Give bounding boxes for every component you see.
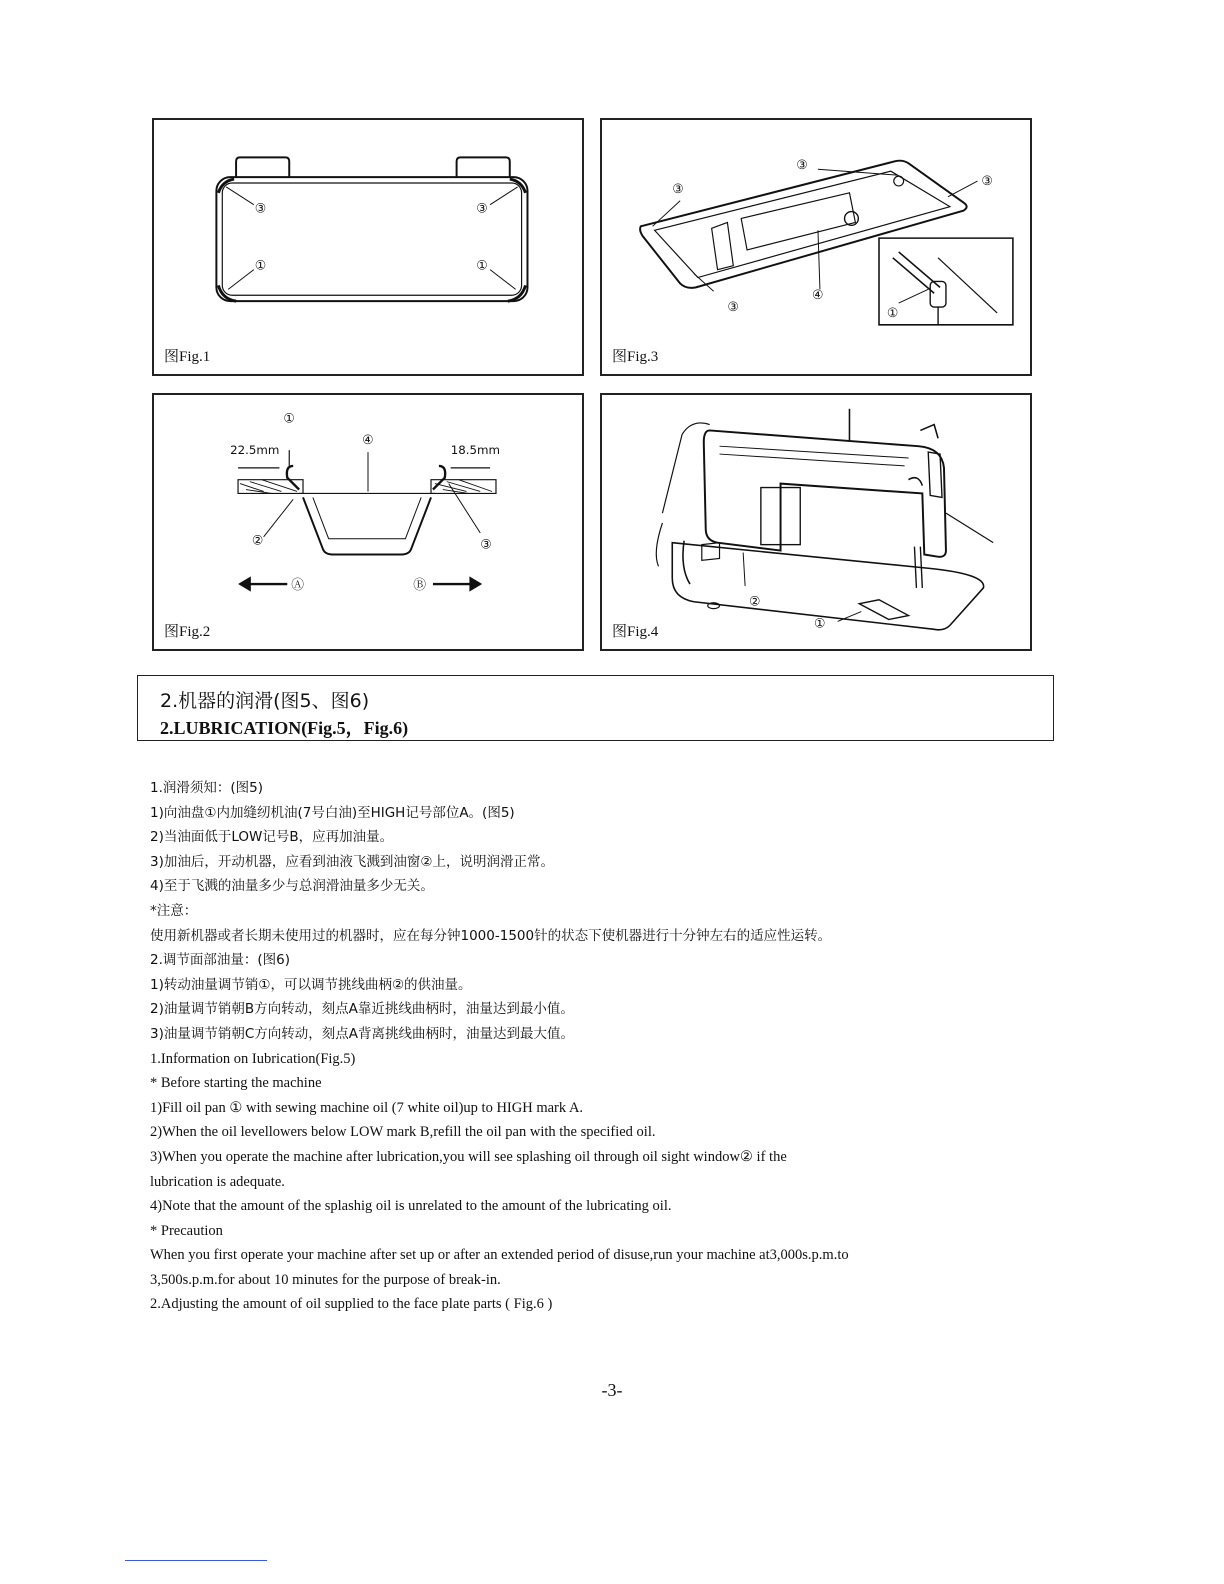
- body-line: 2.Adjusting the amount of oil supplied to the face plate parts ( Fig.6 ): [150, 1296, 553, 1313]
- body-line: * Before starting the machine: [150, 1075, 322, 1092]
- section-heading-box: [137, 675, 1054, 741]
- page-number: -3-: [601, 1380, 623, 1400]
- sewing-machine-drawing: [602, 395, 1030, 649]
- fig1-label-1-right: ①: [476, 258, 488, 274]
- fig2-label-3: ③: [480, 537, 492, 553]
- fig2-dim-left: 22.5mm: [230, 443, 280, 458]
- fig1-label-3-left: ③: [254, 201, 267, 217]
- fig2-arrow-a-label: Ⓐ: [291, 577, 304, 593]
- body-line: 4)至于飞溅的油量多少与总润滑油量多少无关。: [150, 878, 434, 895]
- oil-sight-window: [859, 600, 908, 620]
- machine-arm: [704, 430, 946, 556]
- body-line: 1)向油盘①内加缝纫机油(7号白油)至HIGH记号部位A。(图5): [150, 804, 515, 821]
- body-line: 2.调节面部油量：(图6): [150, 952, 291, 969]
- body-line: 1.润滑须知：(图5): [150, 780, 264, 796]
- figure-1-caption: 图Fig.1: [164, 349, 211, 365]
- figure-2: [152, 393, 584, 651]
- fig2-label-4: ④: [362, 433, 374, 449]
- figure-1: [152, 118, 584, 376]
- body-line: 使用新机器或者长期未使用过的机器时，应在每分钟1000-1500针的状态下使机器进行十分钟左右的适应性运转。: [150, 927, 832, 944]
- fig3-label-3-a: ③: [672, 181, 684, 197]
- body-line: 2)油量调节销朝B方向转动，刻点A靠近挑线曲柄时，油量达到最小值。: [150, 1001, 574, 1018]
- body-line: 3)加油后，开动机器，应看到油液飞溅到油窗②上，说明润滑正常。: [150, 853, 554, 870]
- fig3-label-3-c: ③: [981, 173, 993, 189]
- oil-pan-right-tab: [457, 157, 510, 177]
- body-line: 4)Note that the amount of the splashig oil is unrelated to the amount of the lubricating oil.: [150, 1198, 672, 1215]
- body-line: When you first operate your machine after set up or after an extended period of disuse,run your machine at3,000s.p.m.to: [150, 1247, 849, 1264]
- fig2-label-2: ②: [251, 533, 264, 549]
- figure-3: [600, 118, 1032, 376]
- oil-pan-basin: [303, 497, 431, 554]
- body-line: lubrication is adequate.: [150, 1173, 285, 1190]
- body-line: 3)When you operate the machine after lubrication,you will see splashing oil through oil sight window② if the: [150, 1148, 787, 1165]
- body-line: 1)转动油量调节销①，可以调节挑线曲柄②的供油量。: [150, 976, 472, 993]
- fig3-label-1: ①: [886, 305, 899, 321]
- oil-pan-outline: [216, 177, 527, 301]
- fig4-label-1: ①: [814, 616, 826, 632]
- oil-pan-left-tab: [236, 157, 289, 177]
- body-line: 3,500s.p.m.for about 10 minutes for the purpose of break-in.: [150, 1271, 501, 1288]
- section-title-chinese: 2.机器的润滑(图5、图6): [160, 690, 370, 712]
- body-line: 2)当油面低于LOW记号B，应再加油量。: [150, 829, 394, 846]
- body-line: *注意：: [150, 902, 198, 919]
- oil-pan-inner-rim: [222, 183, 521, 295]
- body-line: * Precaution: [150, 1222, 223, 1239]
- figure-3-caption: 图Fig.3: [612, 349, 659, 365]
- fig3-label-3-b: ③: [796, 158, 808, 174]
- fig4-label-2: ②: [749, 594, 761, 610]
- fig2-label-1: ①: [283, 411, 295, 427]
- body-line: 1)Fill oil pan ① with sewing machine oil (7 white oil)up to HIGH mark A.: [150, 1099, 584, 1116]
- fig3-label-3-d: ③: [727, 299, 739, 315]
- fig2-arrow-b-label: Ⓑ: [413, 577, 427, 593]
- body-line: 3)油量调节销朝C方向转动，刻点A背离挑线曲柄时，油量达到最大值。: [150, 1025, 575, 1042]
- detail-inset-box: [879, 238, 1013, 325]
- footer-rule: [125, 1560, 267, 1561]
- figure-4-caption: 图Fig.4: [612, 624, 659, 640]
- body-line: 1.Information on Iubrication(Fig.5): [150, 1050, 356, 1067]
- fig1-label-3-right: ③: [476, 201, 488, 217]
- figure-4: [600, 393, 1032, 651]
- figure-2-caption: 图Fig.2: [164, 624, 211, 640]
- fig1-label-1-left: ①: [254, 258, 267, 274]
- fig3-label-4: ④: [812, 288, 824, 304]
- body-line: 2)When the oil levellowers below LOW mark B,refill the oil pan with the specified oil.: [150, 1124, 656, 1141]
- instruction-body-text: [150, 776, 1050, 1317]
- section-title-english: 2.LUBRICATION(Fig.5，Fig.6): [160, 718, 409, 738]
- oil-pan-cross-section-drawing: [154, 395, 582, 649]
- oil-pan-perspective-drawing: [602, 120, 1030, 374]
- fig2-dim-right: 18.5mm: [450, 443, 500, 458]
- oil-pan-top-view-drawing: [154, 120, 582, 374]
